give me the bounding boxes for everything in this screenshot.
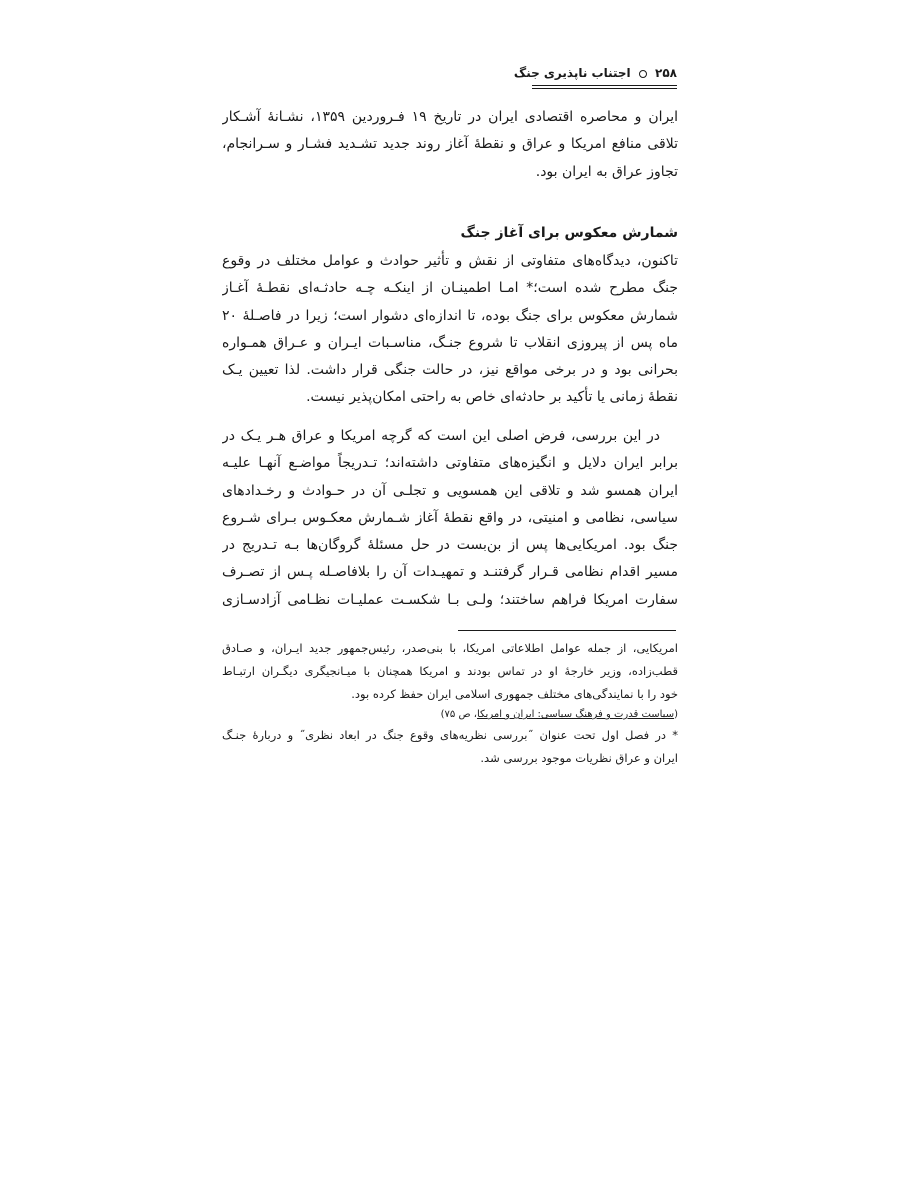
circle-separator-icon xyxy=(639,70,647,78)
text-line: تاکنون، دیدگاه‌های متفاوتی از نقش و تأثیر حوادث و عوامل مختلف در وقوع xyxy=(222,253,678,269)
text-line: در این بررسی، فرض اصلی این است که گرچه امریکا و عراق هـر یـک در xyxy=(222,428,660,444)
footnote-line: خود را با نمایندگی‌های مختلف جمهوری اسلامی ایران حفظ کرده بود. xyxy=(351,687,678,701)
footnote-source xyxy=(222,706,678,724)
paragraph-1 xyxy=(222,248,678,412)
running-head xyxy=(513,66,677,80)
text-line: ماه پس از پیروزی انقلاب تا شروع جنـگ، مناسـبات ایـران و عـراق همـواره xyxy=(222,334,678,351)
text-line: جنگ مطرح شده است؛* امـا اطمینـان از اینکـه چـه حادثـه‌ای نقطـهٔ آغـاز xyxy=(222,280,678,297)
header-rule-top xyxy=(532,85,677,86)
source-title: سیاست قدرت و فرهنگ سیاسی: ایران و امریکا xyxy=(476,709,675,720)
source-page: ، ص ۷۵) xyxy=(440,709,477,720)
text-line: بحرانی بود و در برخی مواقع نیز، در حالت جنگی قرار داشت. لذا تعیین یـک xyxy=(222,362,678,379)
text-line: تجاوز عراق به ایران بود. xyxy=(535,163,678,180)
text-line: مسیر اقدام نظامی قـرار گرفتنـد و تمهیـدات آن را بلافاصـله پـس از تصـرف xyxy=(222,564,678,581)
running-title: اجتناب ناپذیری جنگ xyxy=(513,66,631,80)
text-line: شمارش معکوس برای جنگ بوده، تا اندازه‌ای دشوار است؛ زیرا در فاصـلهٔ ۲۰ xyxy=(222,307,678,324)
text-line: تلاقی منافع امریکا و عراق و نقطهٔ آغاز روند جدید تشـدید فشـار و سـرانجام، xyxy=(222,136,678,153)
paragraph-2 xyxy=(222,423,678,614)
intro-paragraph xyxy=(222,104,678,186)
footnote-line: امریکایی، از جمله عوامل اطلاعاتی امریکا، با بنی‌صدر، رئیس‌جمهور جدید ایـران، و صـادق xyxy=(222,641,678,655)
source-open: ( xyxy=(674,709,678,720)
footnote-line: قطب‌زاده، وزیر خارجهٔ او در تماس بودند و امریکا همچنان با میـانجیگری دیگـران ارتبـاط xyxy=(222,664,678,678)
text-line: جنگ بود. امریکایی‌ها پس از بن‌بست در حل مسئلهٔ گروگان‌ها بـه تـدریج در xyxy=(222,537,678,554)
text-line: ایران همسو شد و تلاقی این همسویی و تجلـی آن در حـوادث و رخـدادهای xyxy=(222,482,678,499)
star-note-line: ایران و عراق نظریات موجود بررسی شد. xyxy=(480,751,678,765)
text-line: سیاسی، نظامی و امنیتی، در واقع نقطهٔ آغاز شـمارش معکـوس بـرای شـروع xyxy=(222,509,678,526)
header-rule-bottom xyxy=(532,88,677,89)
text-line: برابر ایران دلایل و انگیزه‌های متفاوتی داشته‌اند؛ تـدریجاً مواضـع آنهـا علیـه xyxy=(222,455,678,472)
footnotes xyxy=(222,637,678,770)
page-number: ۲۵۸ xyxy=(655,66,677,80)
footnote-separator xyxy=(458,630,676,631)
text-line: ایران و محاصره اقتصادی ایران در تاریخ ۱۹ فـروردین ۱۳۵۹، نشـانهٔ آشـکار xyxy=(222,109,678,125)
star-note-line: * در فصل اول تحت عنوان ˝بررسی نظریه‌های وقوع جنگ در ابعاد نظری˝ و دربارهٔ جنـگ xyxy=(222,728,678,742)
text-line: سفارت امریکا فراهم ساختند؛ ولـی بـا شکسـت عملیـات نظـامی آزادسـازی xyxy=(222,591,678,608)
section-heading: شمارش معکوس برای آغاز جنگ xyxy=(460,225,678,241)
text-line: نقطهٔ زمانی یا تأکید بر حادثه‌ای خاص به راحتی امکان‌پذیر نیست. xyxy=(306,389,678,406)
